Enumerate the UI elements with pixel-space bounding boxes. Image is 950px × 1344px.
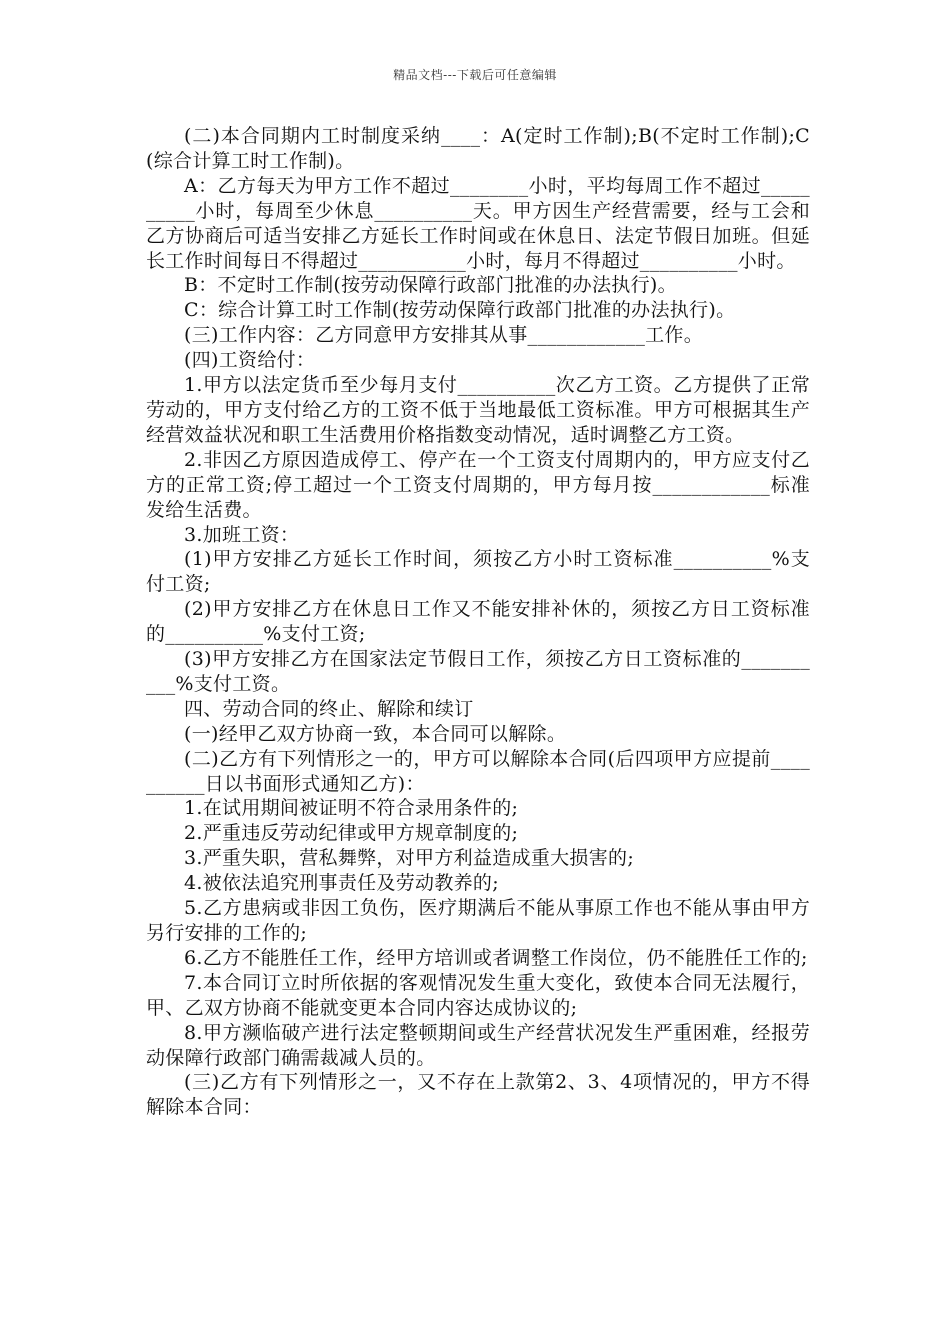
paragraph: 1.在试用期间被证明不符合录用条件的; [184,797,519,820]
paragraph: 2.严重违反劳动纪律或甲方规章制度的; [184,822,519,845]
paragraph: 四、劳动合同的终止、解除和续订 [184,697,474,720]
paragraph: (三)工作内容：乙方同意甲方安排其从事____________工作。 [184,324,704,347]
paragraph: 3.加班工资： [184,523,300,546]
paragraph: C：综合计算工时工作制(按劳动保障行政部门批准的办法执行)。 [184,299,736,322]
paragraph: B：不定时工作制(按劳动保障行政部门批准的办法执行)。 [184,274,677,297]
paragraph: 4.被依法追究刑事责任及劳动教养的; [184,872,499,895]
paragraph: (一)经甲乙双方协商一致，本合同可以解除。 [184,722,567,745]
document-body [146,124,810,1120]
page-header: 精品文档---下载后可任意编辑 [393,68,557,82]
paragraph: 6.乙方不能胜任工作，经甲方培训或者调整工作岗位，仍不能胜任工作的; [184,946,808,969]
paragraph: 5.乙方患病或非因工负伤，医疗期满后不能从事原工作也不能从事由甲方另行安排的工作的; [146,897,810,944]
paragraph: (二)乙方有下列情形之一的，甲方可以解除本合同(后四项甲方应提前__________日以书面形式通知乙方)： [146,747,810,795]
paragraph: (四)工资给付： [184,349,316,372]
paragraph: 8.甲方濒临破产进行法定整顿期间或生产经营状况发生严重困难，经报劳动保障行政部门确需裁减人员的。 [146,1021,810,1069]
paragraph: (2)甲方安排乙方在休息日工作又不能安排补休的，须按乙方日工资标准的__________%支付工资; [146,598,810,646]
paragraph: 1.甲方以法定货币至少每月支付__________次乙方工资。乙方提供了正常劳动的，甲方支付给乙方的工资不低于当地最低工资标准。甲方可根据其生产经营效益状况和职工生活费用价格指数变动情况，适时调整乙方工资。 [146,374,810,446]
paragraph: A：乙方每天为甲方工作不超过________小时，平均每周工作不超过__________小时，每周至少休息__________天。甲方因生产经营需要，经与工会和乙方协商后可适当安排乙方延长工作时间或在休息日、法定节假日加班。但延长工作时间每日不得超过___________小时，每月不得超过__________小时。 [146,174,810,272]
paragraph: 2.非因乙方原因造成停工、停产在一个工资支付周期内的，甲方应支付乙方的正常工资;停工超过一个工资支付周期的，甲方每月按____________标准发给生活费。 [146,448,810,521]
paragraph: (三)乙方有下列情形之一，又不存在上款第2、3、4项情况的，甲方不得解除本合同： [146,1071,810,1119]
paragraph: (3)甲方安排乙方在国家法定节假日工作，须按乙方日工资标准的__________%支付工资。 [146,648,810,695]
paragraph: 3.严重失职，营私舞弊，对甲方利益造成重大损害的; [184,847,635,870]
paragraph: (二)本合同期内工时制度采纳____：A(定时工作制);B(不定时工作制);C(综合计算工时工作制)。 [146,125,810,172]
paragraph: 7.本合同订立时所依据的客观情况发生重大变化，致使本合同无法履行，甲、乙双方协商不能就变更本合同内容达成协议的; [146,971,810,1019]
paragraph: (1)甲方安排乙方延长工作时间，须按乙方小时工资标准__________%支付工资; [146,548,810,596]
